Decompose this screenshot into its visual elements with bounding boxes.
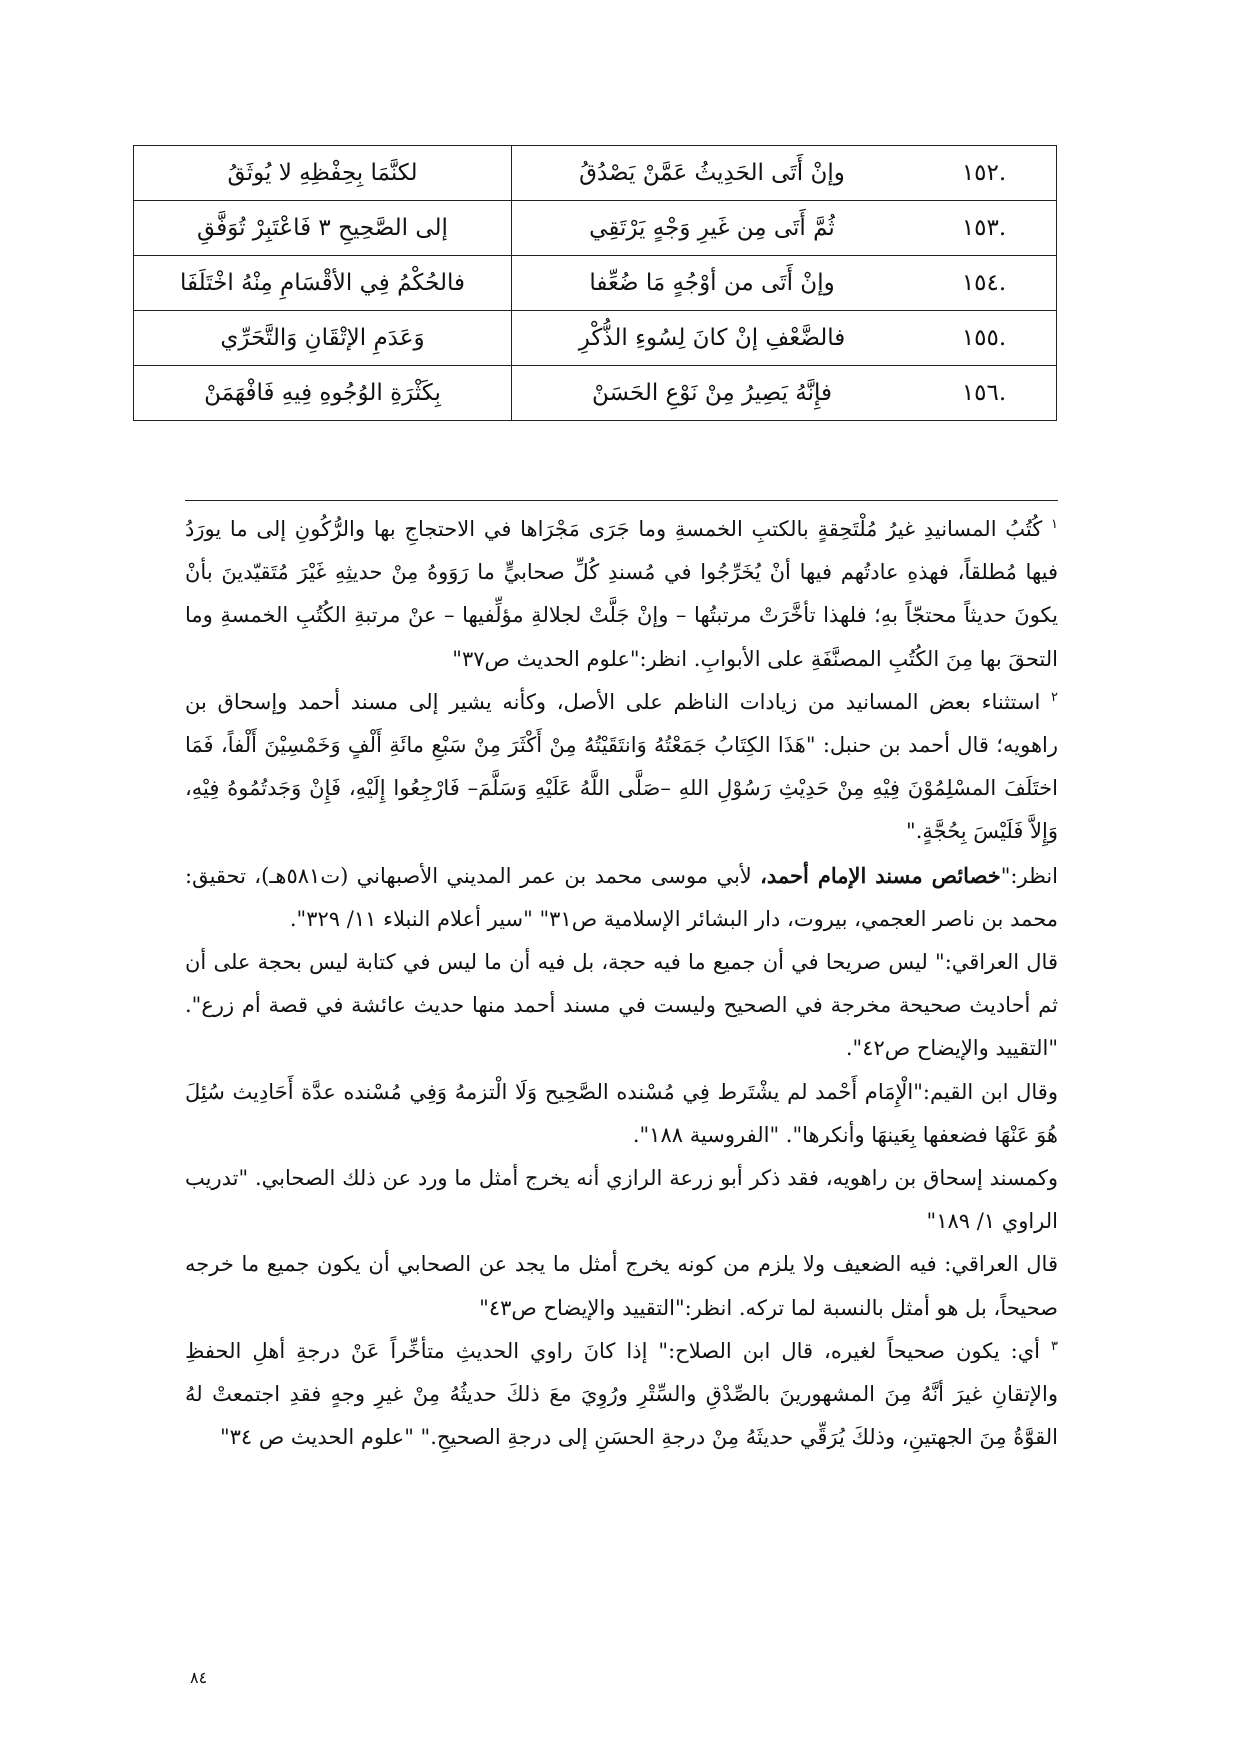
footnote-3 <box>185 1330 1058 1460</box>
verse-number: .١٥٢ <box>912 146 1057 201</box>
verse-row <box>134 256 1057 311</box>
footnote-text: أي: يكون صحيحاً لغيره، قال ابن الصلاح:" إذا كانَ راوي الحديثِ متأخِّراً عَنْ درجةِ أهلِ الحفظِ والإتقانِ غيرَ أنَّهُ مِنَ المشهورينَ بالصِّدْقِ والسِّتْرِ ورُوِيَ معَ ذلكَ حديثُهُ مِنْ غيرِ وجهٍ فقدِ اجتمعتْ لهُ القوَّةُ مِنَ الجهتينِ، وذلكَ يُرَقِّي حديثَهُ مِنْ درجةِ الحسَنِ إلى درجةِ الصحيحِ." "علوم الحديث ص ٣٤" <box>185 1338 1058 1450</box>
verse-row <box>134 146 1057 201</box>
footnote-separator <box>185 500 1058 501</box>
book-title: خصائص مسند الإمام أحمد، <box>760 862 1001 888</box>
footnote-paragraph: وقال ابن القيم:"الْإِمَام أَحْمد لم يشْتَرط فِي مُسْنده الصَّحِيح وَلَا الْتزمهُ وَفِي مُسْنده عدَّة أَحَادِيث سُئِلَ هُوَ عَنْهَا فضعفها بِعَينهَا وأنكرها". "الفروسية ١٨٨". <box>185 1079 1058 1147</box>
verse-first-hemistich: فإِنَّهُ يَصِيرُ مِنْ نَوْعِ الحَسَنْ <box>512 366 913 421</box>
footnote-text: استثناء بعض المسانيد من زيادات الناظم على الأصل، وكأنه يشير إلى مسند أحمد وإسحاق بن راهويه؛ قال أحمد بن حنبل: "هَذَا الكِتَابُ جَمَعْتُهُ وَانتَقَيْتُهُ مِنْ أَكْثَرَ مِنْ سَبْعِ مائَةِ أَلْفٍ وَخَمْسِيْنَ أَلْفاً، فَمَا اختَلَفَ المسْلِمُوْنَ فِيْهِ مِنْ حَدِيْثِ رَسُوْلِ اللهِ –صَلَّى اللَّهُ عَلَيْهِ وَسَلَّمَ– فَارْجِعُوا إِلَيْهِ، فَإِنْ وَجَدتُمُوهُ فِيْهِ، وَإِلاَّ فَلَيْسَ بِحُجَّةٍ." <box>185 689 1058 844</box>
footnote-marker: ٢ <box>1051 689 1058 705</box>
verse-second-hemistich: بِكَثْرَةِ الوُجُوهِ فِيهِ فَافْهَمَنْ <box>134 366 512 421</box>
footnote-2 <box>185 681 1058 854</box>
verse-first-hemistich: وإنْ أَتَى الحَدِيثُ عَمَّنْ يَصْدُقُ <box>512 146 913 201</box>
page-number: ٨٤ <box>190 1668 208 1687</box>
footnote-paragraph: قال العراقي:" ليس صريحا في أن جميع ما فيه حجة، بل فيه أن ما ليس في كتابة ليس بحجة على أن ثم أحاديث صحيحة مخرجة في الصحيح وليست في مسند أحمد منها حديث عائشة في قصة أم زرع". "التقييد والإيضاح ص٤٢". <box>185 950 1058 1061</box>
verse-row <box>134 201 1057 256</box>
footnote-paragraph: وكمسند إسحاق بن راهويه، فقد ذكر أبو زرعة الرازي أنه يخرج أمثل ما ورد عن ذلك الصحابي. "تدريب الراوي ١/ ١٨٩" <box>185 1166 1058 1234</box>
verse-row <box>134 366 1057 421</box>
footnote-text: انظر:" <box>1000 863 1058 888</box>
footnote-paragraph <box>185 854 1058 941</box>
footnote-1 <box>185 508 1058 681</box>
footnote-marker: ٣ <box>1051 1338 1058 1354</box>
verse-first-hemistich: فالضَّعْفِ إنْ كانَ لِسُوءِ الذُّكْرِ <box>512 311 913 366</box>
verse-second-hemistich: لكنَّمَا بِحِفْظِهِ لا يُوثَقُ <box>134 146 512 201</box>
verse-number: .١٥٥ <box>912 311 1057 366</box>
verse-first-hemistich: وإنْ أَتَى من أوْجُهٍ مَا ضُعِّفا <box>512 256 913 311</box>
verse-second-hemistich: وَعَدَمِ الإتْقَانِ وَالتَّحَرِّي <box>134 311 512 366</box>
footnote-marker: ١ <box>1051 517 1058 532</box>
verse-row <box>134 311 1057 366</box>
verse-second-hemistich: فالحُكْمُ فِي الأقْسَامِ مِنْهُ اخْتَلَفَا <box>134 256 512 311</box>
footnote-paragraph: قال العراقي: فيه الضعيف ولا يلزم من كونه يخرج أمثل ما يجد عن الصحابي أن يكون جميع ما خرجه صحيحاً، بل هو أمثل بالنسبة لما تركه. انظر:"التقييد والإيضاح ص٤٣" <box>185 1252 1058 1320</box>
footnotes <box>185 508 1058 1459</box>
footnote-text: لأبي موسى محمد بن عمر المديني الأصبهاني (ت٥٨١هـ)، تحقيق: محمد بن ناصر العجمي، بيروت، دار البشائر الإسلامية ص٣١" "سير أعلام النبلاء ١١/ ٣٢٩". <box>185 863 1058 931</box>
verse-first-hemistich: ثُمَّ أَتَى مِن غَيرِ وَجْهٍ يَرْتَقِي <box>512 201 913 256</box>
verse-number: .١٥٤ <box>912 256 1057 311</box>
verse-number: .١٥٦ <box>912 366 1057 421</box>
verse-number: .١٥٣ <box>912 201 1057 256</box>
footnote-text: كُتُبُ المسانيدِ غيرُ مُلْتَحِقةٍ بالكتبِ الخمسةِ وما جَرَى مَجْرَاها في الاحتجاجِ بها والرُّكُونِ إلى ما يورَدُ فيها مُطلقاً، فهذهِ عادتُهم فيها أنْ يُخَرِّجُوا في مُسندِ كُلِّ صحابيٍّ ما رَوَوهُ مِنْ حديثِهِ غَيْرَ مُتَقيّدينَ بأنْ يكونَ حديثاً محتجّاً بهِ؛ فلهذا تأخَّرَتْ مرتبتُها – وإنْ جَلَّتْ لجلالةِ مؤلِّفيها – عنْ مرتبةِ الكُتُبِ الخمسةِ وما التحقَ بها مِنَ الكُتُبِ المصنَّفَةِ على الأبوابِ. انظر:"علوم الحديث ص٣٧" <box>185 517 1058 671</box>
verse-second-hemistich: إلى الصَّحِيحِ ٣ فَاعْتَبِرْ تُوَفَّقِ <box>134 201 512 256</box>
verses-table <box>133 145 1057 421</box>
